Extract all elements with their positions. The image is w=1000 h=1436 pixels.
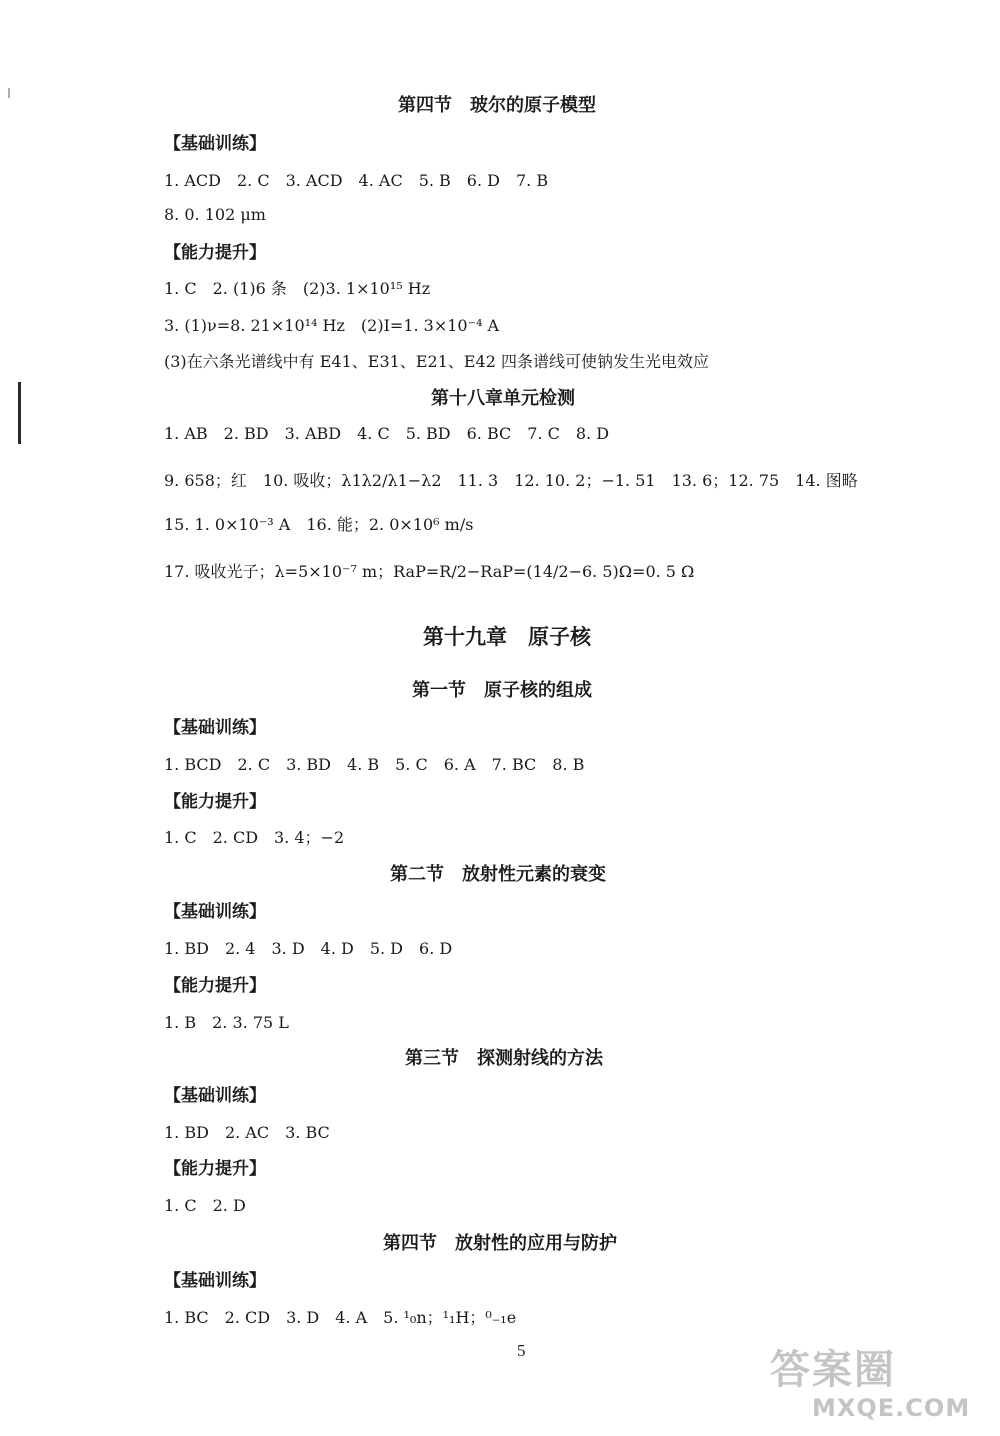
section-heading: 第四节 放射性的应用与防护 <box>383 1233 617 1254</box>
label-ability-improvement: 【能力提升】 <box>164 1159 266 1179</box>
answer-line: 15. 1. 0×10⁻³ A 16. 能；2. 0×10⁶ m/s <box>164 515 474 534</box>
answer-line: 8. 0. 102 μm <box>164 205 266 224</box>
watermark-logo: 答案圈 <box>770 1347 896 1393</box>
answer-line: 17. 吸收光子；λ=5×10⁻⁷ m；RaP=R/2−RaP=(14/2−6. 5)Ω=0. 5 Ω <box>164 562 695 581</box>
answer-line: (3)在六条光谱线中有 E41、E31、E21、E42 四条谱线可使钠发生光电效应 <box>164 352 709 371</box>
label-basic-training: 【基础训练】 <box>164 718 266 738</box>
answer-line: 1. C 2. CD 3. 4；−2 <box>164 828 345 847</box>
answer-line: 1. ACD 2. C 3. ACD 4. AC 5. B 6. D 7. B <box>164 171 549 190</box>
scan-mark <box>8 88 10 98</box>
answer-line: 9. 658；红 10. 吸收；λ1λ2/λ1−λ2 11. 3 12. 10. 2；−1. 51 13. 6；12. 75 14. 图略 <box>164 471 858 490</box>
answer-line: 1. B 2. 3. 75 L <box>164 1013 289 1032</box>
answer-line: 1. C 2. (1)6 条 (2)3. 1×10¹⁵ Hz <box>164 279 431 298</box>
label-basic-training: 【基础训练】 <box>164 902 266 922</box>
section-heading: 第三节 探测射线的方法 <box>405 1048 603 1069</box>
label-basic-training: 【基础训练】 <box>164 134 266 154</box>
label-basic-training: 【基础训练】 <box>164 1086 266 1106</box>
label-basic-training: 【基础训练】 <box>164 1271 266 1291</box>
label-ability-improvement: 【能力提升】 <box>164 976 266 996</box>
answer-line: 1. C 2. D <box>164 1196 246 1215</box>
section-heading-unit-test: 第十八章单元检测 <box>431 388 575 409</box>
watermark-url: MXQE.COM <box>812 1394 971 1422</box>
answer-line: 3. (1)ν=8. 21×10¹⁴ Hz (2)I=1. 3×10⁻⁴ A <box>164 316 500 335</box>
answer-line: 1. BC 2. CD 3. D 4. A 5. ¹₀n；¹₁H；⁰₋₁e <box>164 1308 517 1327</box>
answer-line: 1. AB 2. BD 3. ABD 4. C 5. BD 6. BC 7. C 8. D <box>164 424 610 443</box>
binding-mark <box>18 382 21 444</box>
answer-line: 1. BD 2. 4 3. D 4. D 5. D 6. D <box>164 939 453 958</box>
answer-line: 1. BD 2. AC 3. BC <box>164 1123 330 1142</box>
section-heading: 第二节 放射性元素的衰变 <box>390 864 606 885</box>
label-ability-improvement: 【能力提升】 <box>164 792 266 812</box>
section-heading: 第一节 原子核的组成 <box>412 680 592 701</box>
label-ability-improvement: 【能力提升】 <box>164 243 266 263</box>
page-number: 5 <box>517 1341 526 1360</box>
section-heading-bohr: 第四节 玻尔的原子模型 <box>398 95 596 116</box>
chapter-heading: 第十九章 原子核 <box>423 625 591 649</box>
answer-line: 1. BCD 2. C 3. BD 4. B 5. C 6. A 7. BC 8. B <box>164 755 585 774</box>
